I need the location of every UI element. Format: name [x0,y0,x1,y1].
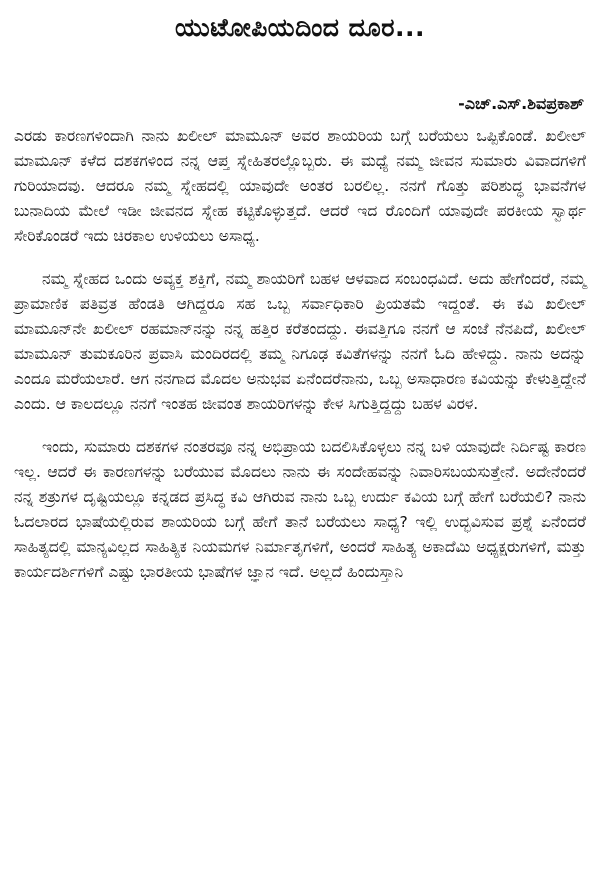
paragraph-1: ಎರಡು ಕಾರಣಗಳಿಂದಾಗಿ ನಾನು ಖಲೀಲ್ ಮಾಮೂನ್ ಅವರ ಶಾಯರಿಯ ಬಗ್ಗೆ ಬರೆಯಲು ಒಪ್ಪಿಕೊಂಡೆ. ಖಲೀಲ್ ಮಾಮೂನ್ ಕಳೆದ ದಶಕಗಳಿಂದ ನನ್ನ ಆಪ್ತ ಸ್ನೇಹಿತರಲ್ಲೊಬ್ಬರು. ಈ ಮಧ್ಯೆ ನಮ್ಮ ಜೀವನ ಸುಮಾರು ವಿವಾದಗಳಿಗೆ ಗುರಿಯಾದವು. ಆದರೂ ನಮ್ಮ ಸ್ನೇಹದಲ್ಲಿ ಯಾವುದೇ ಅಂತರ ಬರಲಿಲ್ಲ. ನನಗೆ ಗೊತ್ತು ಪರಿಶುದ್ಧ ಭಾವನೆಗಳ ಬುನಾದಿಯ ಮೇಲೆ ಇಡೀ ಜೀವನದ ಸ್ನೇಹ ಕಟ್ಟಿಕೊಳ್ಳುತ್ತದೆ. ಆದರೆ ಇದ ರೊಂದಿಗೆ ಯಾವುದೇ ಪರಕೀಯ ಸ್ವಾರ್ಥ ಸೇರಿಕೊಂಡರೆ ಇದು ಚಿರಕಾಲ ಉಳಿಯಲು ಅಸಾಧ್ಯ. [14,127,586,245]
paragraph-3: ಇಂದು, ಸುಮಾರು ದಶಕಗಳ ನಂತರವೂ ನನ್ನ ಅಭಿಪ್ರಾಯ ಬದಲಿಸಿಕೊಳ್ಳಲು ನನ್ನ ಬಳಿ ಯಾವುದೇ ನಿರ್ದಿಷ್ಟ ಕಾರಣ ಇಲ್ಲ. ಆದರೆ ಈ ಕಾರಣಗಳನ್ನು ಬರೆಯುವ ಮೊದಲು ನಾನು ಈ ಸಂದೇಹವನ್ನು ನಿವಾರಿಸಬಯಸುತ್ತೇನೆ. ಅದೇನೆಂದರೆ ನನ್ನ ಶತ್ರುಗಳ ದೃಷ್ಟಿಯಲ್ಲೂ ಕನ್ನಡದ ಪ್ರಸಿದ್ಧ ಕವಿ ಆಗಿರುವ ನಾನು ಒಬ್ಬ ಉರ್ದು ಕವಿಯ ಬಗ್ಗೆ ಹೇಗೆ ಬರೆಯಲಿ? ನಾನು ಓದಲಾರದ ಭಾಷೆಯಲ್ಲಿರುವ ಶಾಯರಿಯ ಬಗ್ಗೆ ಹೇಗೆ ತಾನೆ ಬರೆಯಲು ಸಾಧ್ಯ? ಇಲ್ಲಿ ಉದ್ಭವಿಸುವ ಪ್ರಶ್ನೆ ಏನೆಂದರೆ ಸಾಹಿತ್ಯದಲ್ಲಿ ಮಾನ್ಯವಿಲ್ಲದ ಸಾಹಿತ್ಯಿಕ ನಿಯಮಗಳ ನಿರ್ಮಾತೃಗಳಿಗೆ, ಅಂದರೆ ಸಾಹಿತ್ಯ ಅಕಾದೆಮಿ ಅಧ್ಯಕ್ಷರುಗಳಿಗೆ, ಮತ್ತು ಕಾರ್ಯದರ್ಶಿಗಳಿಗೆ ಎಷ್ಟು ಭಾರತೀಯ ಭಾಷೆಗಳ ಜ್ಞಾನ ಇದೆ. ಅಲ್ಲದೆ ಹಿಂದುಸ್ತಾನಿ [14,438,586,581]
paragraph-2: ನಮ್ಮ ಸ್ನೇಹದ ಒಂದು ಅವ್ಯಕ್ತ ಶಕ್ತಿಗೆ, ನಮ್ಮ ಶಾಯರಿಗೆ ಬಹಳ ಆಳವಾದ ಸಂಬಂಧವಿದೆ. ಅದು ಹೇಗೆಂದರೆ, ನಮ್ಮ ಪ್ರಾಮಾಣಿಕ ಪತಿವ್ರತ ಹೆಂಡತಿ ಆಗಿದ್ದರೂ ಸಹ ಒಬ್ಬ ಸರ್ವಾಧಿಕಾರಿ ಪ್ರಿಯತಮೆ ಇದ್ದಂತೆ. ಈ ಕವಿ ಖಲೀಲ್ ಮಾಮೂನ್‌ನೇ ಖಲೀಲ್ ರಹಮಾನ್‌ನನ್ನು ನನ್ನ ಹತ್ತಿರ ಕರೆತಂದದ್ದು. ಈವತ್ತಿಗೂ ನನಗೆ ಆ ಸಂಜೆ ನೆನಪಿದೆ, ಖಲೀಲ್ ಮಾಮೂನ್ ತುಮಕೂರಿನ ಪ್ರವಾಸಿ ಮಂದಿರದಲ್ಲಿ ತಮ್ಮ ನಿಗೂಢ ಕವಿತೆಗಳನ್ನು ನನಗೆ ಓದಿ ಹೇಳಿದ್ದು. ನಾನು ಅದನ್ನು ಎಂದೂ ಮರೆಯಲಾರೆ. ಆಗ ನನಗಾದ ಮೊದಲ ಅನುಭವ ಏನೆಂದರೆನಾನು, ಒಬ್ಬ ಅಸಾಧಾರಣ ಕವಿಯನ್ನು ಕೇಳುತ್ತಿದ್ದೇನೆ ಎಂದು. ಆ ಕಾಲದಲ್ಲೂ ನನಗೆ ಇಂತಹ ಜೀವಂತ ಶಾಯರಿಗಳನ್ನು ಕೇಳ ಸಿಗುತ್ತಿದ್ದದ್ದು ಬಹಳ ವಿರಳ. [14,270,586,413]
article-body [14,124,586,585]
author-byline: -ಎಚ್.ಎಸ್.ಶಿವಪ್ರಕಾಶ್ [458,94,584,113]
page-title: ಯುಟೋಪಿಯದಿಂದ ದೂರ... [175,13,425,42]
